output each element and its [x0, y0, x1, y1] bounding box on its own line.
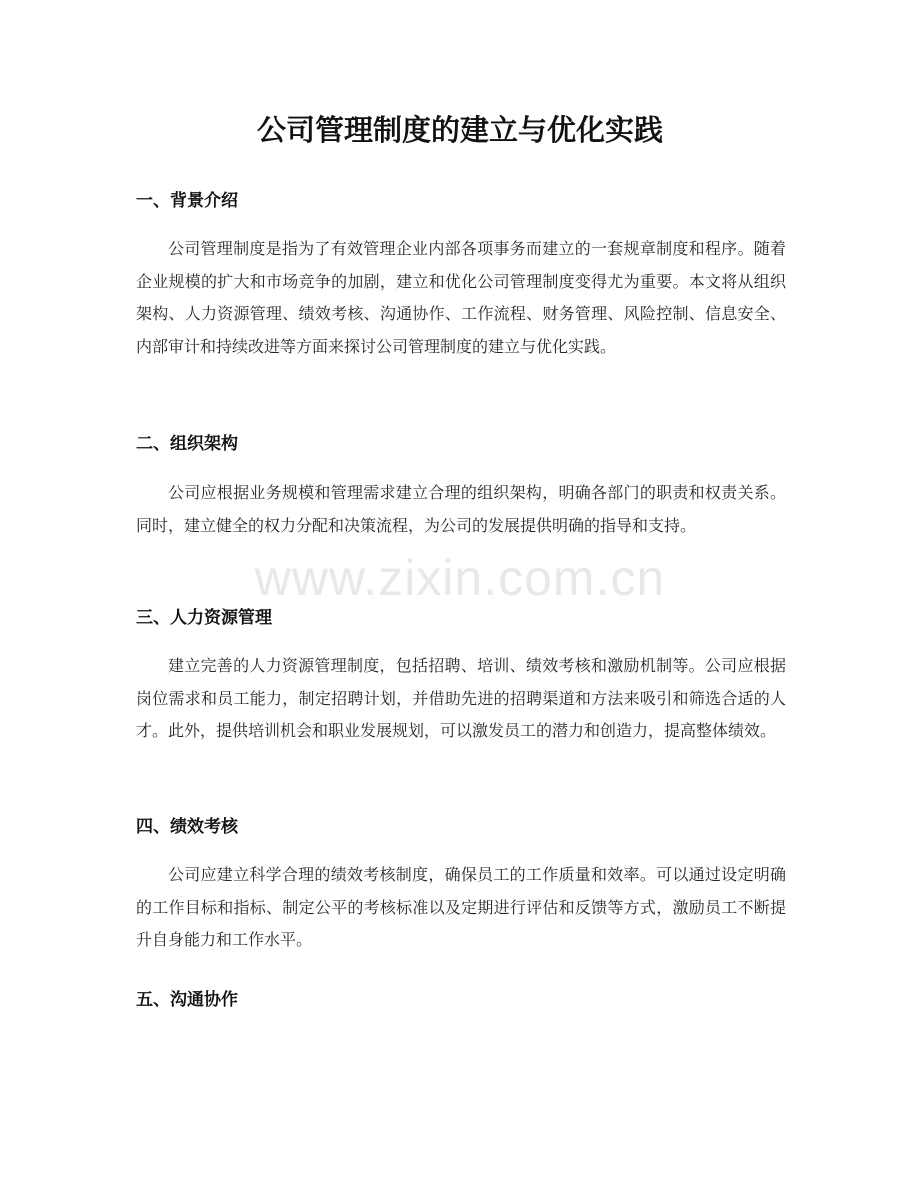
section-paragraph-performance: 公司应建立科学合理的绩效考核制度，确保员工的工作质量和效率。可以通过设定明确的工作目标和指标、制定公平的考核标准以及定期进行评估和反馈等方式，激励员工不断提升自身能力和工作水平。 — [136, 865, 786, 949]
section-paragraph-organization: 公司应根据业务规模和管理需求建立合理的组织架构，明确各部门的职责和权责关系。同时，建立健全的权力分配和决策流程，为公司的发展提供明确的指导和支持。 — [136, 483, 786, 535]
section-paragraph-background: 公司管理制度是指为了有效管理企业内部各项事务而建立的一套规章制度和程序。随着企业规模的扩大和市场竞争的加剧，建立和优化公司管理制度变得尤为重要。本文将从组织架构、人力资源管理、绩效考核、沟通协作、工作流程、财务管理、风险控制、信息安全、内部审计和持续改进等方面来探讨公司管理制度的建立与优化实践。 — [136, 239, 786, 356]
section-heading-hr: 三、人力资源管理 — [136, 608, 272, 628]
section-heading-communication: 五、沟通协作 — [136, 990, 238, 1010]
section-heading-organization: 二、组织架构 — [136, 434, 238, 454]
section-heading-performance: 四、绩效考核 — [136, 817, 238, 837]
document-title: 公司管理制度的建立与优化实践 — [256, 113, 663, 147]
section-paragraph-hr: 建立完善的人力资源管理制度，包括招聘、培训、绩效考核和激励机制等。公司应根据岗位需求和员工能力，制定招聘计划，并借助先进的招聘渠道和方法来吸引和筛选合适的人才。此外，提供培训机会和职业发展规划，可以激发员工的潜力和创造力，提高整体绩效。 — [136, 656, 786, 740]
section-heading-background: 一、背景介绍 — [136, 191, 238, 211]
watermark: www.zixin.com.cn — [254, 550, 666, 606]
